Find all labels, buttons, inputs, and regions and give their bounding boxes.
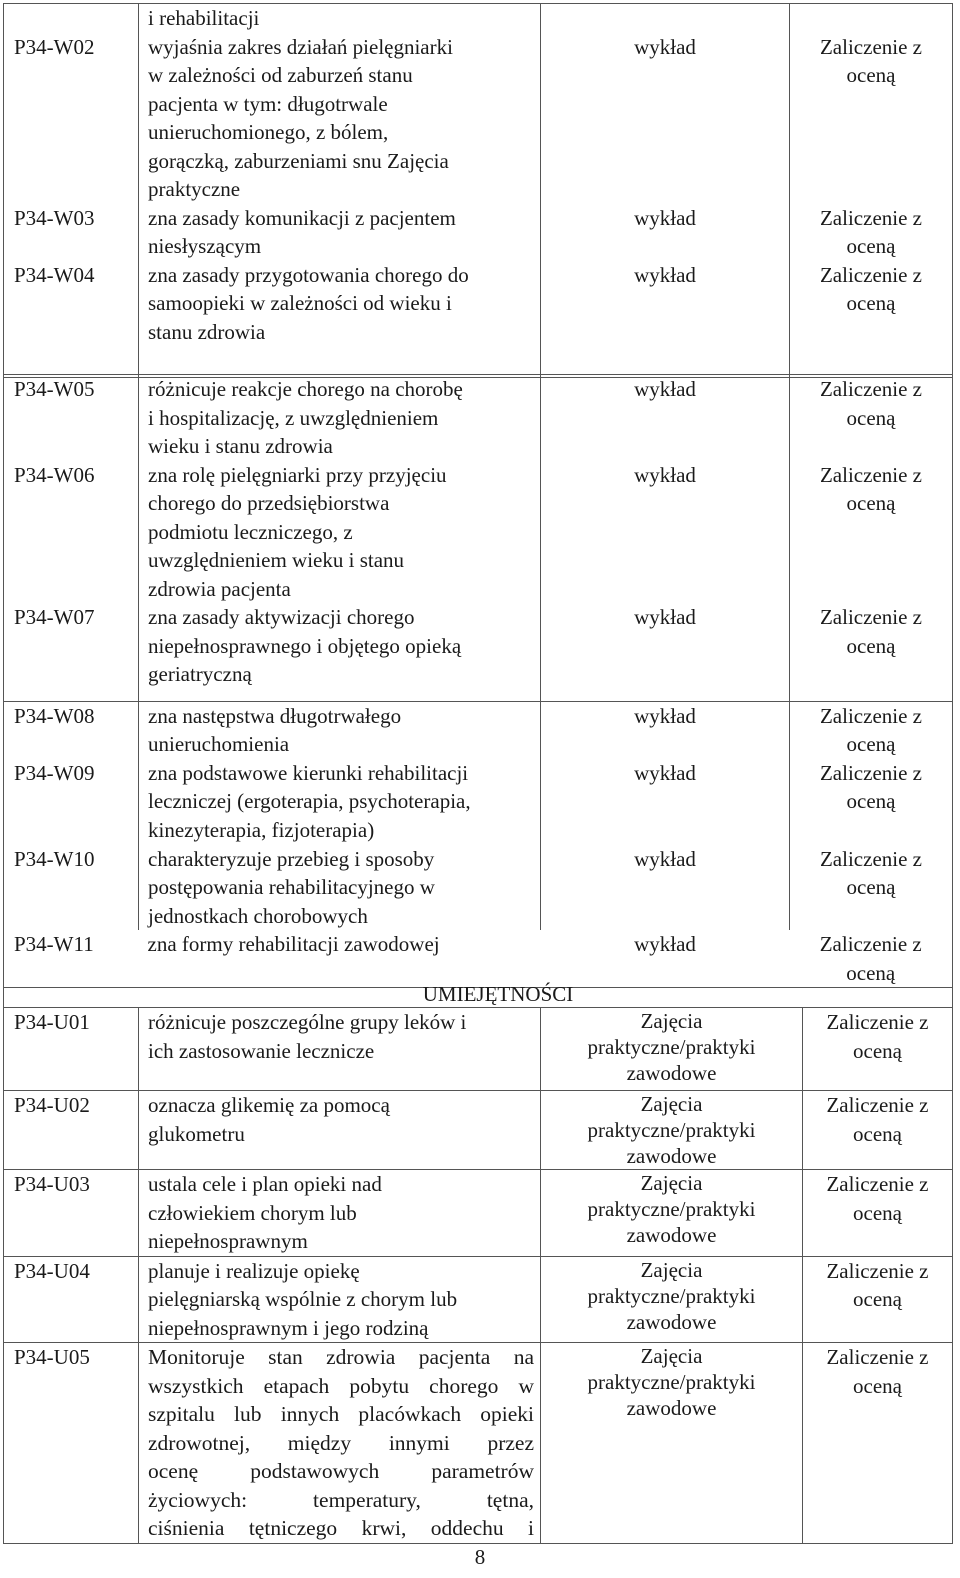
table-row bbox=[4, 930, 953, 988]
table-row bbox=[4, 33, 953, 204]
code-cell: P34-U01 bbox=[4, 1008, 139, 1091]
table-row bbox=[4, 1256, 953, 1343]
table-row bbox=[4, 1091, 953, 1170]
code-cell: P34-W11 bbox=[4, 930, 139, 988]
table-row bbox=[4, 204, 953, 261]
form-cell: Zajęcia praktyczne/praktyki zawodowe bbox=[541, 1343, 803, 1544]
description-cell: planuje i realizuje opiekę pielęgniarską wspólnie z chorym lub niepełnosprawnym i jego rodziną bbox=[139, 1256, 541, 1343]
table-row bbox=[4, 701, 953, 759]
code-cell: P34-W06 bbox=[4, 461, 139, 604]
form-cell: Zajęcia praktyczne/praktyki zawodowe bbox=[541, 1008, 803, 1091]
description-cell: różnicuje poszczególne grupy leków i ich zastosowanie lecznicze bbox=[139, 1008, 541, 1091]
description-cell: zna rolę pielęgniarki przy przyjęciu chorego do przedsiębiorstwa podmiotu leczniczego, z uwzględnieniem wieku i stanu zdrowia pacjenta bbox=[139, 461, 541, 604]
description-cell: ustala cele i plan opieki nad człowiekiem chorym lub niepełnosprawnym bbox=[139, 1170, 541, 1257]
assessment-cell: Zaliczenie z oceną bbox=[790, 33, 953, 204]
code-cell: P34-U05 bbox=[4, 1343, 139, 1544]
table-row bbox=[4, 1343, 953, 1544]
description-cell: różnicuje reakcje chorego na chorobę i hospitalizację, z uwzględnieniem wieku i stanu zdrowia bbox=[139, 375, 541, 461]
table-row bbox=[4, 759, 953, 845]
code-cell: P34-W08 bbox=[4, 701, 139, 759]
form-cell: Zajęcia praktyczne/praktyki zawodowe bbox=[541, 1091, 803, 1170]
description-cell: zna formy rehabilitacji zawodowej bbox=[139, 930, 541, 988]
assessment-cell: Zaliczenie z oceną bbox=[790, 461, 953, 604]
code-cell: P34-W04 bbox=[4, 261, 139, 378]
description-cell: zna zasady aktywizacji chorego niepełnosprawnego i objętego opieką geriatryczną bbox=[139, 603, 541, 701]
code-cell: P34-W09 bbox=[4, 759, 139, 845]
code-cell: P34-U02 bbox=[4, 1091, 139, 1170]
form-cell: wykład bbox=[541, 759, 790, 845]
description-cell: i rehabilitacji bbox=[139, 4, 541, 33]
code-cell: P34-U04 bbox=[4, 1256, 139, 1343]
assessment-cell: Zaliczenie z oceną bbox=[790, 261, 953, 378]
skills-header: UMIEJĘTNOŚCI bbox=[4, 981, 953, 1008]
form-cell: wykład bbox=[541, 603, 790, 701]
form-cell: wykład bbox=[541, 461, 790, 604]
description-cell: zna zasady przygotowania chorego do samoopieki w zależności od wieku i stanu zdrowia bbox=[139, 261, 541, 378]
form-cell: wykład bbox=[541, 204, 790, 261]
assessment-cell: Zaliczenie z oceną bbox=[803, 1256, 953, 1343]
assessment-cell: Zaliczenie z oceną bbox=[790, 701, 953, 759]
code-cell bbox=[4, 4, 139, 33]
assessment-cell: Zaliczenie z oceną bbox=[803, 1343, 953, 1544]
table-row bbox=[4, 1008, 953, 1091]
description-cell: wyjaśnia zakres działań pielęgniarki w zależności od zaburzeń stanu pacjenta w tym: długotrwale unieruchomionego, z bólem, gorączką, zaburzeniami snu Zajęcia praktyczne bbox=[139, 33, 541, 204]
description-cell: charakteryzuje przebieg i sposoby postępowania rehabilitacyjnego w jednostkach chorobowych bbox=[139, 845, 541, 931]
assessment-cell bbox=[790, 4, 953, 33]
assessment-cell: Zaliczenie z oceną bbox=[790, 603, 953, 701]
form-cell: wykład bbox=[541, 845, 790, 931]
code-cell: P34-W03 bbox=[4, 204, 139, 261]
assessment-cell: Zaliczenie z oceną bbox=[790, 204, 953, 261]
code-cell: P34-W07 bbox=[4, 603, 139, 701]
form-cell: wykład bbox=[541, 261, 790, 378]
table-row bbox=[4, 261, 953, 378]
skills-table bbox=[3, 981, 952, 1544]
description-cell: zna podstawowe kierunki rehabilitacji leczniczej (ergoterapia, psychoterapia, kinezyterapia, fizjoterapia) bbox=[139, 759, 541, 845]
assessment-cell: Zaliczenie z oceną bbox=[790, 375, 953, 461]
table-row bbox=[4, 1170, 953, 1257]
outcomes-table-middle bbox=[3, 374, 952, 988]
table-row bbox=[4, 845, 953, 931]
form-cell: wykład bbox=[541, 701, 790, 759]
form-cell: wykład bbox=[541, 930, 790, 988]
description-cell: Monitoruje stan zdrowia pacjenta na wszystkich etapach pobytu chorego w szpitalu lub innych placówkach opieki zdrowotnej, między innymi przez ocenę podstawowych parametrów życiowych: temperatury, tętna, ciśnienia tętniczego krwi, oddechu i bbox=[139, 1343, 541, 1544]
outcomes-table-top bbox=[3, 3, 952, 378]
table-row bbox=[4, 603, 953, 701]
description-cell: zna zasady komunikacji z pacjentem niesłyszącym bbox=[139, 204, 541, 261]
code-cell: P34-W10 bbox=[4, 845, 139, 931]
code-cell: P34-W02 bbox=[4, 33, 139, 204]
assessment-cell: Zaliczenie z oceną bbox=[803, 1170, 953, 1257]
assessment-cell: Zaliczenie z oceną bbox=[790, 930, 953, 988]
form-cell: Zajęcia praktyczne/praktyki zawodowe bbox=[541, 1256, 803, 1343]
assessment-cell: Zaliczenie z oceną bbox=[803, 1008, 953, 1091]
description-cell: oznacza glikemię za pomocą glukometru bbox=[139, 1091, 541, 1170]
page-number: 8 bbox=[474, 1545, 486, 1569]
code-cell: P34-W05 bbox=[4, 375, 139, 461]
assessment-cell: Zaliczenie z oceną bbox=[803, 1091, 953, 1170]
form-cell bbox=[541, 4, 790, 33]
table-row bbox=[4, 461, 953, 604]
assessment-cell: Zaliczenie z oceną bbox=[790, 845, 953, 931]
form-cell: Zajęcia praktyczne/praktyki zawodowe bbox=[541, 1170, 803, 1257]
description-cell: zna następstwa długotrwałego unieruchomienia bbox=[139, 701, 541, 759]
table-row bbox=[4, 375, 953, 461]
form-cell: wykład bbox=[541, 375, 790, 461]
assessment-cell: Zaliczenie z oceną bbox=[790, 759, 953, 845]
form-cell: wykład bbox=[541, 33, 790, 204]
code-cell: P34-U03 bbox=[4, 1170, 139, 1257]
